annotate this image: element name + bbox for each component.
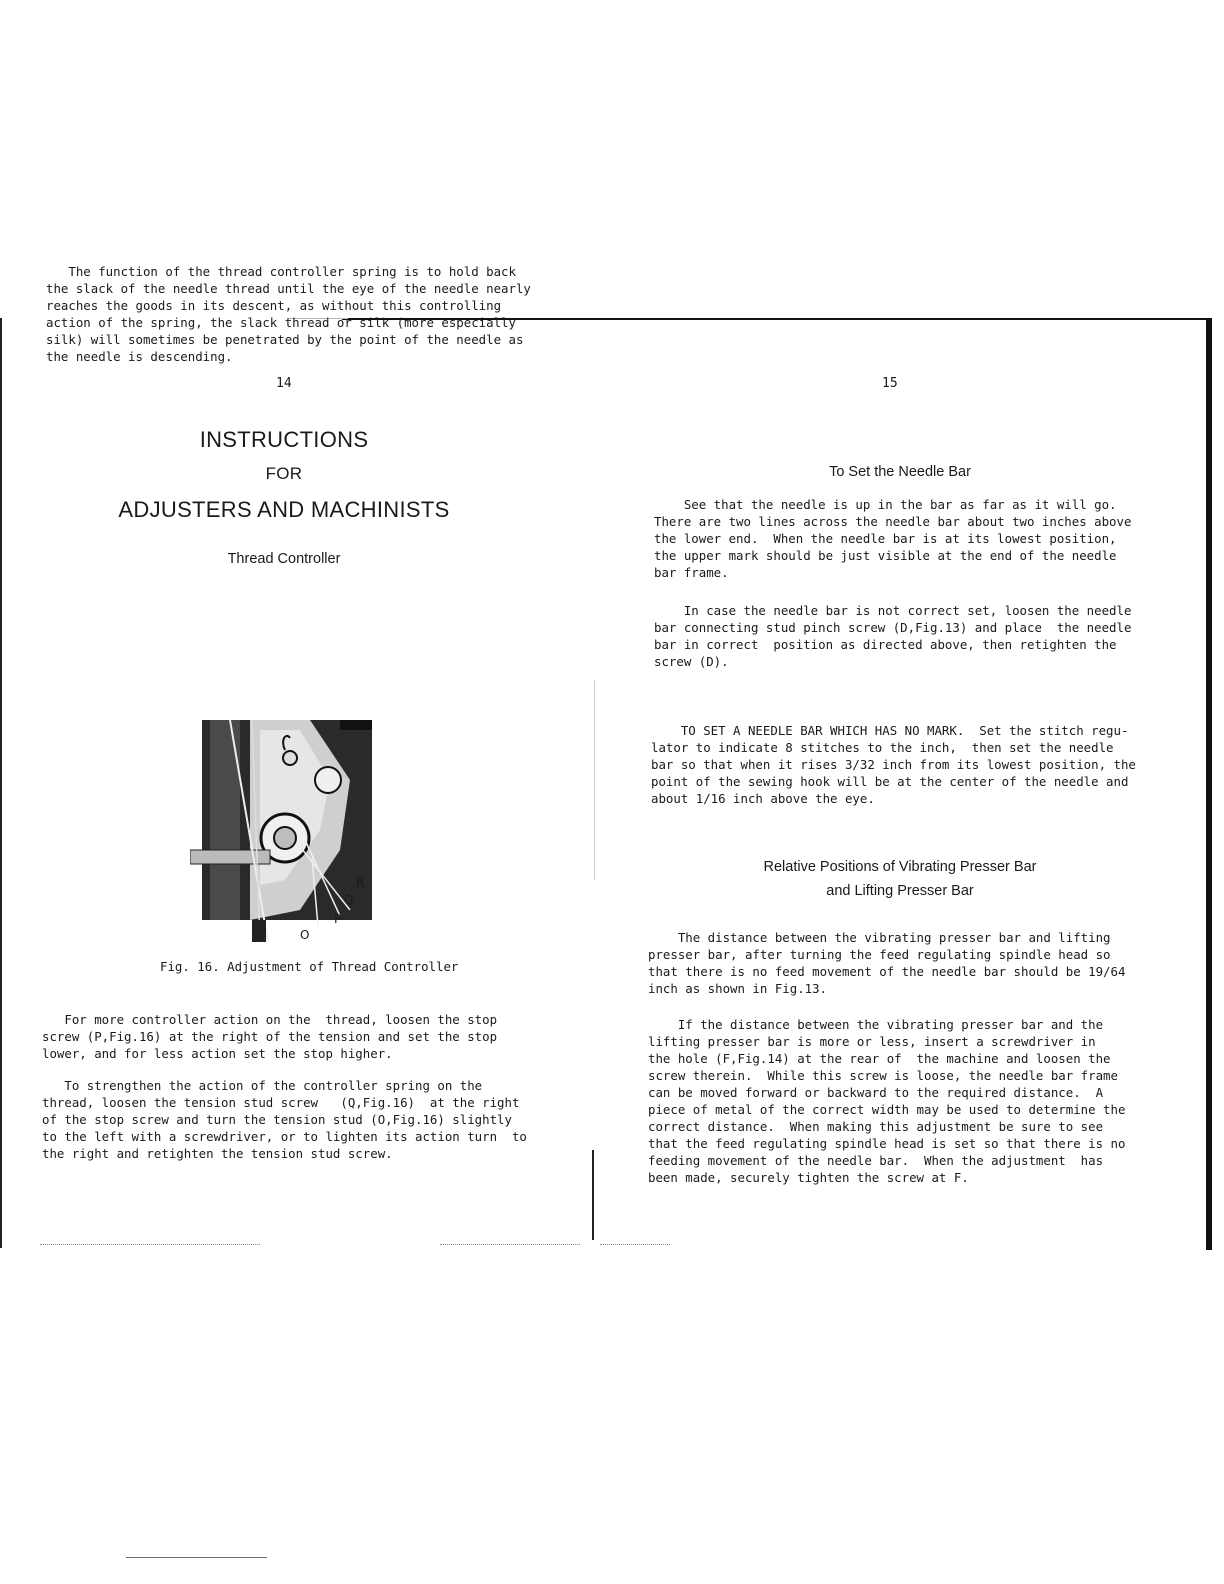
- stop-screw-paragraph: For more controller action on the thread, loosen the stop screw (P,Fig.16) at the right of the tension and set the stop lower, and for less action set the stop higher.: [42, 1012, 498, 1061]
- heading-set-needle-bar: To Set the Needle Bar: [829, 464, 971, 480]
- title-for: FOR: [265, 464, 303, 483]
- figure-label-o: O: [300, 928, 310, 942]
- right-page-number: 15: [882, 376, 898, 391]
- page-bottom-edge-left: [40, 1244, 260, 1246]
- left-page-number: 14: [276, 376, 292, 391]
- presser-bar-adjustment-paragraph: If the distance between the vibrating presser bar and the lifting presser bar is more or less, insert a screwdriver in the hole (F,Fig.14) at the rear of the machine and loosen the screw therein. While this screw is loose, the needle bar frame can be moved forward or backward to the required distance. A piece of metal of the correct width may be used to determine the correct distance. When making this adjustment be sure to see that the feed regulating spindle head is set so that there is no feeding movement of the needle bar. When the adjustment has been made, securely tighten the screw at F.: [648, 1017, 1126, 1185]
- page-gutter: [592, 1150, 594, 1240]
- figure-caption: Fig. 16. Adjustment of Thread Controller: [160, 959, 459, 974]
- heading-thread-controller: Thread Controller: [227, 551, 341, 567]
- page-gutter-faint: [594, 680, 595, 880]
- heading-relative-positions: Relative Positions of Vibrating Presser Bar: [763, 859, 1037, 875]
- presser-bar-distance-paragraph: The distance between the vibrating presser bar and lifting presser bar, after turning the feed regulating spindle head so that there is no feed movement of the needle bar should be 19/64 inch as shown in Fig.13.: [648, 930, 1126, 996]
- page-left-edge: [0, 318, 2, 1248]
- figure-label-p: P: [334, 912, 342, 926]
- page-right-edge: [1206, 320, 1212, 1250]
- needle-bar-correction-paragraph: In case the needle bar is not correct set, loosen the needle bar connecting stud pinch screw (D,Fig.13) and place the needle bar in correct position as directed above, then retighten the screw (D).: [654, 603, 1132, 669]
- page-bottom-edge-mid: [440, 1244, 580, 1246]
- page-bottom-edge-right: [600, 1244, 670, 1246]
- figure-label-q: Q: [344, 893, 354, 907]
- title-instructions: INSTRUCTIONS: [199, 427, 369, 452]
- figure-label-r: R: [356, 876, 365, 890]
- needle-bar-paragraph: See that the needle is up in the bar as far as it will go. There are two lines across the needle bar about two inches above the lower end. When the needle bar is at its lowest position, the upper mark should be just visible at the end of the needle bar frame.: [654, 497, 1132, 580]
- figure-thread-controller-photo: [190, 720, 380, 942]
- heading-lifting-presser-bar: and Lifting Presser Bar: [826, 883, 974, 899]
- title-adjusters: ADJUSTERS AND MACHINISTS: [118, 497, 450, 522]
- tension-stud-paragraph: To strengthen the action of the controller spring on the thread, loosen the tension stud screw (Q,Fig.16) at the right of the stop screw and turn the tension stud (O,Fig.16) slightly to the left with a screwdriver, or to lighten its action turn to the right and retighten the tension stud screw.: [42, 1078, 527, 1161]
- thread-controller-paragraph: The function of the thread controller spring is to hold back the slack of the needle thread until the eye of the needle nearly reaches the goods in its descent, as without this controlling action of the spring, the slack thread or silk (more especially silk) will sometimes be penetrated by the point of the needle as the needle is descending.: [46, 264, 531, 364]
- needle-bar-no-mark-paragraph: TO SET A NEEDLE BAR WHICH HAS NO MARK. Set the stitch regu- lator to indicate 8 stitches to the inch, then set the needle bar so that when it rises 3/32 inch from its lowest position, the point of the sewing hook will be at the center of the needle and about 1/16 inch above the eye.: [651, 723, 1136, 806]
- scan-artifact-line: [126, 1557, 267, 1558]
- photo-illustration: [190, 720, 380, 942]
